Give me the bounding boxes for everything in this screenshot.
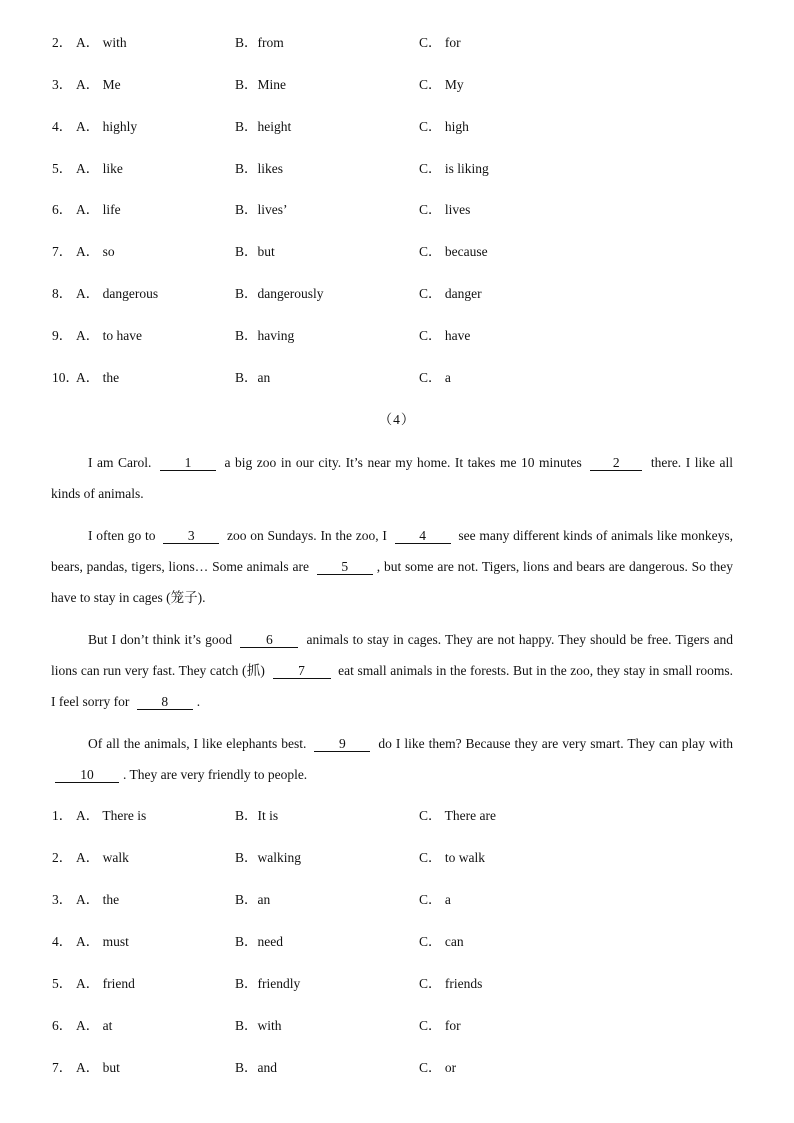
option-b: B．having xyxy=(235,328,295,343)
option-a: A． to have xyxy=(76,328,142,343)
option-b: B．an xyxy=(235,892,271,907)
option-c: C． My xyxy=(419,77,464,92)
question-number: 5． xyxy=(52,161,73,176)
question-number: 2． xyxy=(52,850,73,865)
question-number: 3． xyxy=(52,77,73,92)
option-c: C． high xyxy=(419,119,469,134)
passage-text: see many different kinds of animals like monkeys, bears, pandas, tigers, lions… Some animals are xyxy=(51,528,733,574)
question-number: 7． xyxy=(52,1060,73,1075)
passage-text: zoo on Sundays. In the zoo, I xyxy=(223,528,391,543)
option-a: A． like xyxy=(76,161,123,176)
option-c: C． have xyxy=(419,328,471,343)
option-b: B．from xyxy=(235,35,284,50)
option-row xyxy=(52,159,752,179)
option-b: B．need xyxy=(235,934,283,949)
option-row xyxy=(52,932,752,952)
passage-text: eat small animals in the forests. But in the zoo, they stay in small rooms. I feel sorry for xyxy=(51,663,734,709)
question-number: 9． xyxy=(52,328,73,343)
passage-text: a big zoo in our city. It’s near my home. It takes me 10 minutes xyxy=(219,455,587,470)
option-b: B．Mine xyxy=(235,77,287,92)
option-a: A． highly xyxy=(76,119,138,134)
option-b: B．friendly xyxy=(235,976,301,991)
option-c: C． because xyxy=(419,244,488,259)
option-b: B．but xyxy=(235,244,275,259)
option-b: B．It is xyxy=(235,808,279,823)
passage-paragraph-4 xyxy=(51,728,733,790)
option-c: C． There are xyxy=(419,808,496,823)
section-title: （4） xyxy=(378,412,416,427)
option-row xyxy=(52,284,752,304)
option-row xyxy=(52,33,752,53)
question-number: 4． xyxy=(52,934,73,949)
option-a: A． at xyxy=(76,1018,113,1033)
passage-text: But I don’t think it’s good xyxy=(88,632,237,647)
option-a: A． must xyxy=(76,934,129,949)
option-row xyxy=(52,117,752,137)
passage-paragraph-3 xyxy=(51,624,733,717)
blank-4: 4 xyxy=(395,528,451,544)
passage-text: . They are very friendly to people. xyxy=(123,767,308,782)
option-row xyxy=(52,806,752,826)
passage-text: do I like them? Because they are very smart. They can play with xyxy=(374,736,734,751)
option-b: B．lives’ xyxy=(235,202,288,217)
question-number: 8． xyxy=(52,286,73,301)
passage-text: I am Carol. xyxy=(88,455,156,470)
passage-text: animals to stay in cages. They are not happy. They should be free. Tigers and lions can run very fast. They catch (抓) xyxy=(51,632,733,678)
option-b: B．walking xyxy=(235,850,301,865)
option-c: C． a xyxy=(419,370,451,385)
question-number: 6． xyxy=(52,1018,73,1033)
option-a: A． but xyxy=(76,1060,120,1075)
blank-3: 3 xyxy=(163,528,219,544)
blank-9: 9 xyxy=(314,736,370,752)
blank-8: 8 xyxy=(137,694,193,710)
blank-7: 7 xyxy=(273,663,331,679)
question-number: 7． xyxy=(52,244,73,259)
option-b: B．height xyxy=(235,119,292,134)
option-c: C． lives xyxy=(419,202,471,217)
passage-paragraph-1 xyxy=(51,447,733,509)
option-a: A． life xyxy=(76,202,121,217)
option-b: B．dangerously xyxy=(235,286,324,301)
option-row xyxy=(52,848,752,868)
question-number: 4． xyxy=(52,119,73,134)
passage-text: , but some are not. Tigers, lions and bears are dangerous. So they have to stay in cages (笼子). xyxy=(51,559,733,605)
option-c: C． danger xyxy=(419,286,482,301)
option-row xyxy=(52,75,752,95)
blank-2: 2 xyxy=(590,455,642,471)
option-row xyxy=(52,242,752,262)
option-c: C． is liking xyxy=(419,161,489,176)
question-number: 3． xyxy=(52,892,73,907)
option-a: A． Me xyxy=(76,77,121,92)
blank-5: 5 xyxy=(317,559,373,575)
option-row xyxy=(52,326,752,346)
question-number: 2． xyxy=(52,35,73,50)
option-c: C． or xyxy=(419,1060,457,1075)
blank-6: 6 xyxy=(240,632,298,648)
passage-text: . xyxy=(196,694,201,709)
option-a: A． There is xyxy=(76,808,147,823)
option-c: C． to walk xyxy=(419,850,485,865)
option-b: B．and xyxy=(235,1060,277,1075)
option-row xyxy=(52,200,752,220)
passage-text: I often go to xyxy=(88,528,160,543)
option-a: A． so xyxy=(76,244,115,259)
option-a: A． the xyxy=(76,892,120,907)
option-b: B．an xyxy=(235,370,271,385)
option-c: C． for xyxy=(419,1018,461,1033)
option-a: A． the xyxy=(76,370,120,385)
passage-text: there. I like all kinds of animals. xyxy=(51,455,734,501)
option-row xyxy=(52,1058,752,1078)
option-b: B．likes xyxy=(235,161,284,176)
blank-1: 1 xyxy=(160,455,216,471)
option-c: C． for xyxy=(419,35,461,50)
option-row xyxy=(52,890,752,910)
option-a: A． with xyxy=(76,35,127,50)
option-b: B．with xyxy=(235,1018,282,1033)
blank-10: 10 xyxy=(55,767,119,783)
option-row xyxy=(52,1016,752,1036)
passage-text: Of all the animals, I like elephants best. xyxy=(88,736,311,751)
option-a: A． friend xyxy=(76,976,135,991)
question-number: 5． xyxy=(52,976,73,991)
option-c: C． a xyxy=(419,892,451,907)
question-number: 10． xyxy=(52,370,79,385)
option-a: A． dangerous xyxy=(76,286,159,301)
passage-paragraph-2 xyxy=(51,520,733,613)
option-a: A． walk xyxy=(76,850,129,865)
option-c: C． can xyxy=(419,934,464,949)
option-row xyxy=(52,974,752,994)
option-row xyxy=(52,368,752,388)
question-number: 1． xyxy=(52,808,73,823)
question-number: 6． xyxy=(52,202,73,217)
option-c: C． friends xyxy=(419,976,483,991)
